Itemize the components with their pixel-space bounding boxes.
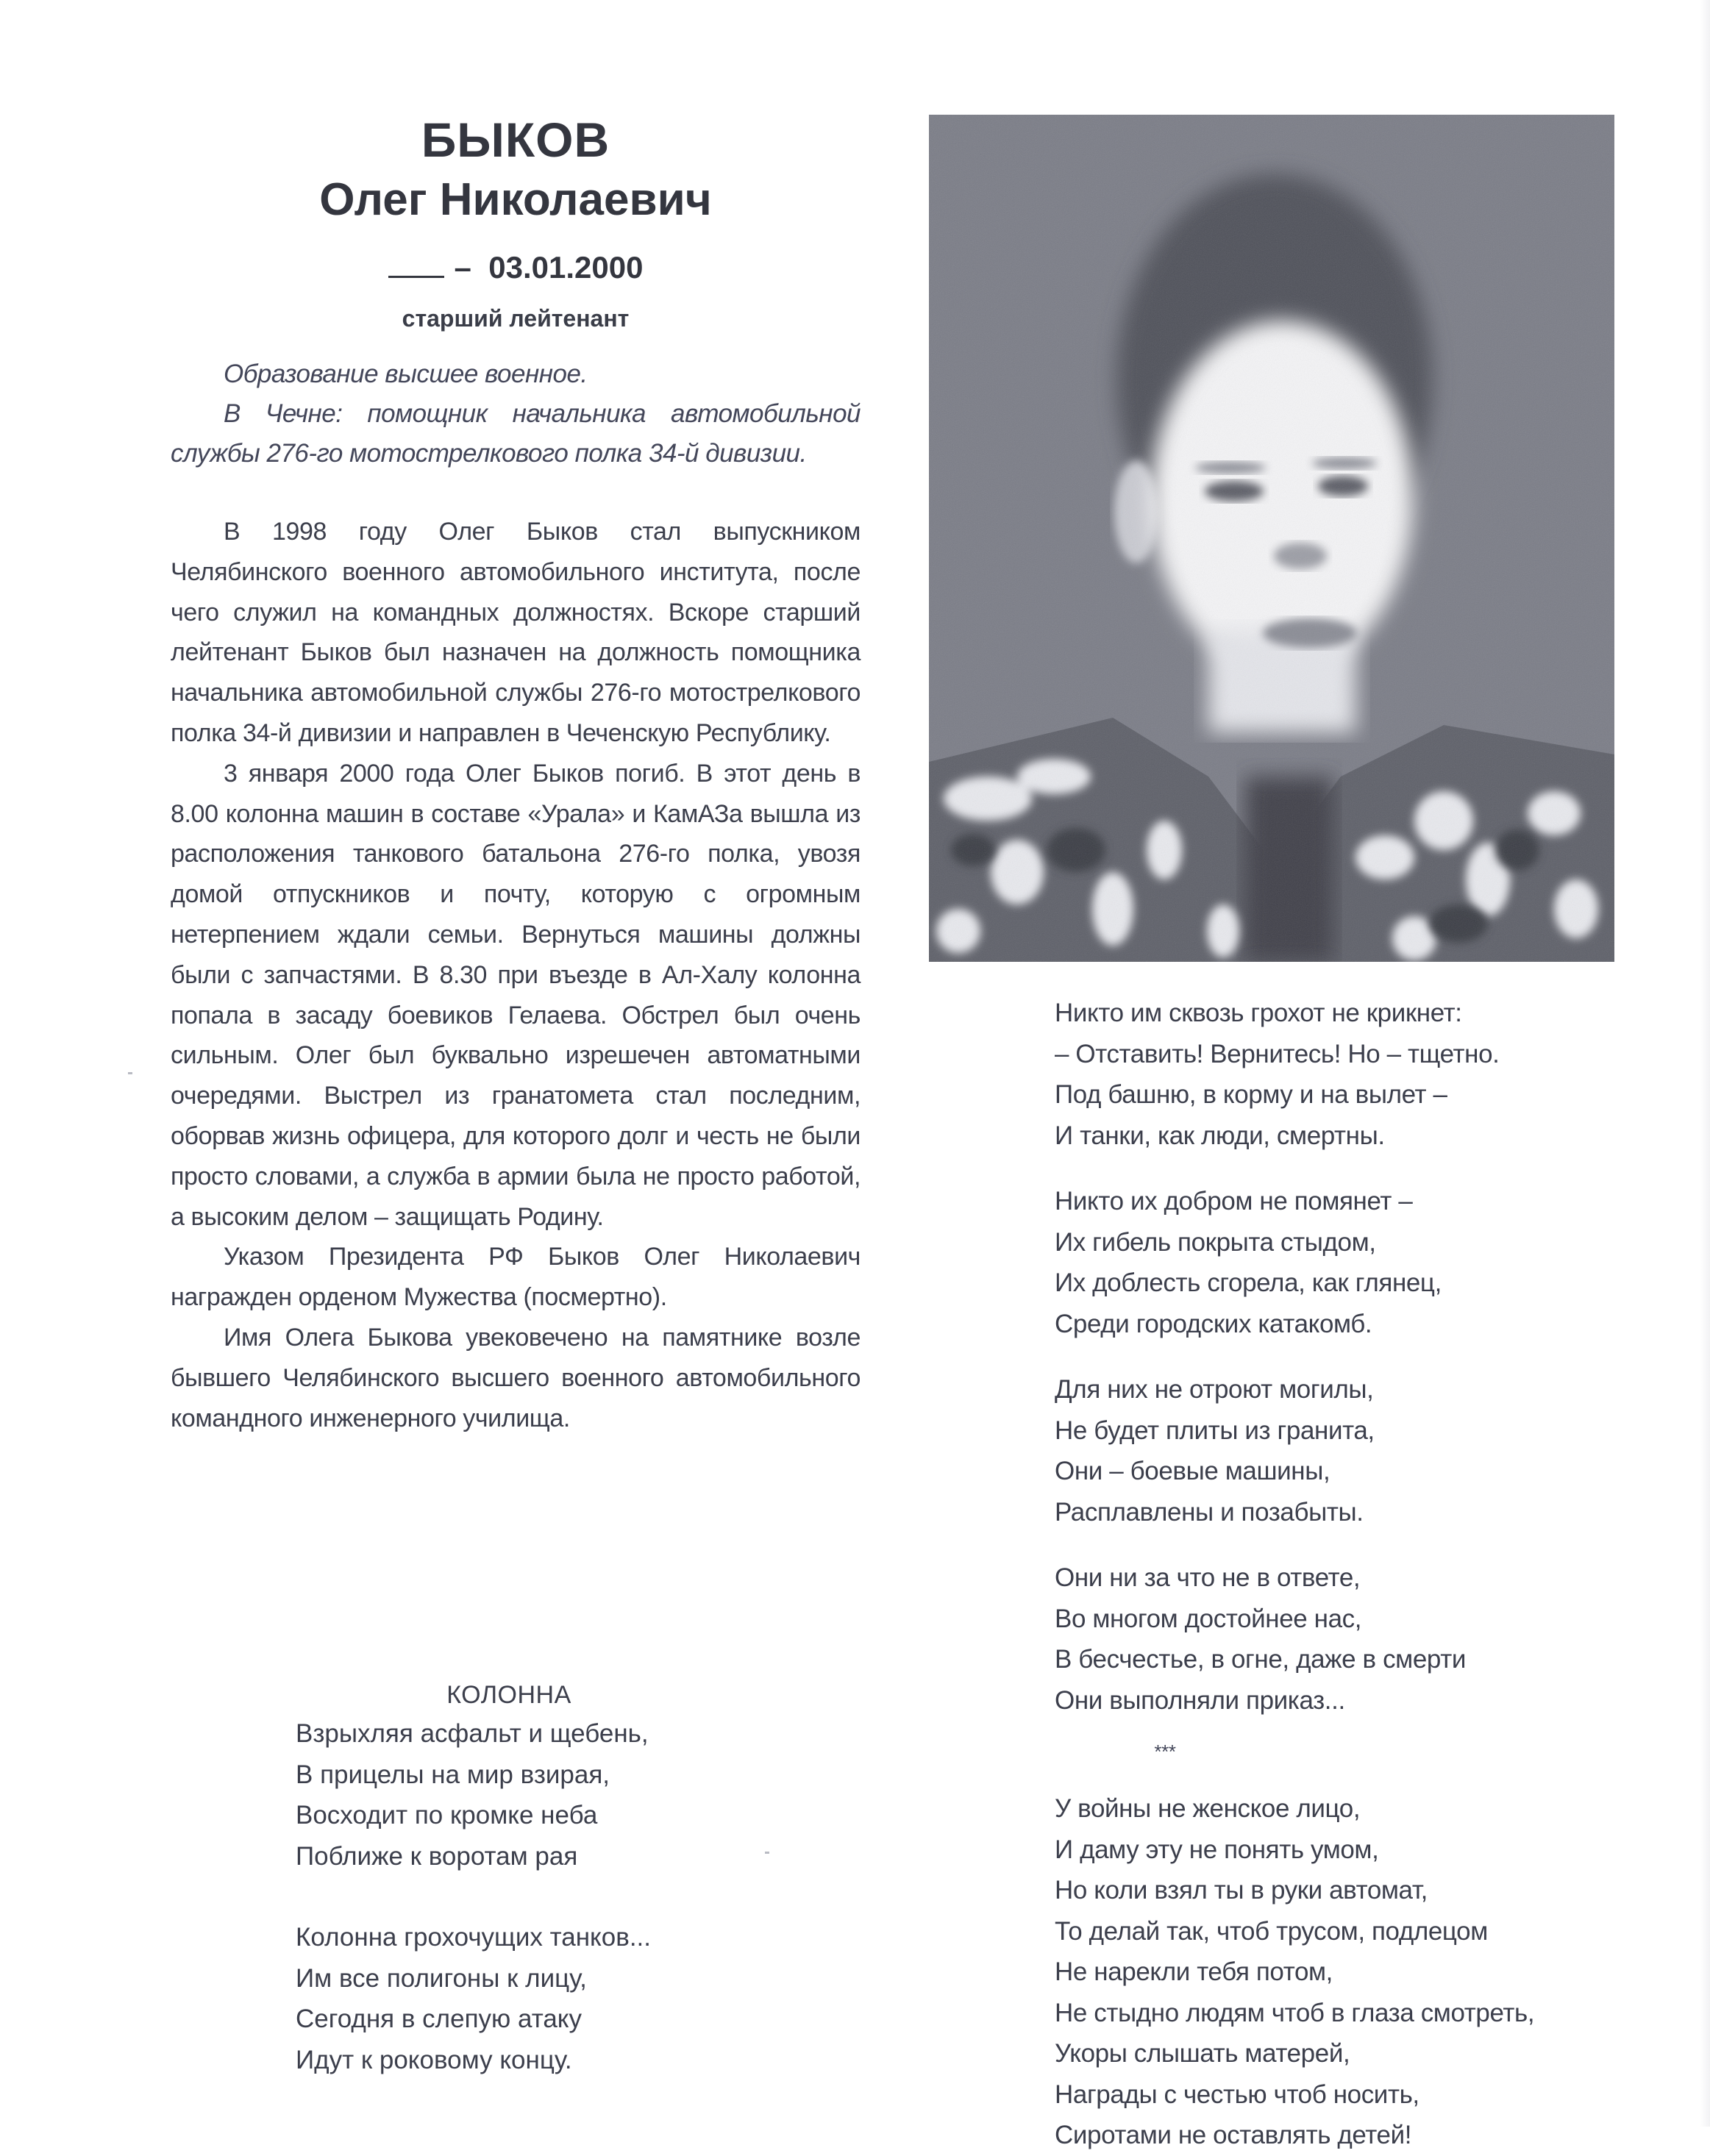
poem-line: Их гибель покрыта стыдом, [1055,1227,1376,1257]
life-dates [171,246,861,290]
bio-paragraph-award: Указом Президента РФ Быков Олег Николаевич награжден орденом Мужества (посмертно). [171,1243,861,1312]
poem-line: И даму эту не понять умом, [1055,1835,1379,1864]
poem-kolonna-part-1 [296,1677,811,2080]
poem-line: То делай так, чтоб трусом, подлецом [1055,1916,1488,1946]
scan-speck [128,1072,132,1074]
birth-date-blank [388,254,444,278]
poem-line: Во многом достойнее нас, [1055,1604,1362,1633]
poem-stanza [1055,1557,1628,1721]
date-separator: – [454,250,471,285]
poem-line: Расплавлены и позабыты. [1055,1497,1364,1527]
poem-line: – Отставить! Вернитесь! Но – тщетно. [1055,1039,1500,1068]
poem-line: У войны не женское лицо, [1055,1794,1361,1823]
portrait-photo [929,115,1614,962]
poem-line: В прицелы на мир взирая, [296,1760,610,1789]
poem-line: Не будет плиты из гранита, [1055,1416,1375,1445]
poem-line: Сегодня в слепую атаку [296,2005,582,2033]
poem-line: Укоры слышать матерей, [1055,2039,1350,2068]
poem-line: Но коли взял ты в руки автомат, [1055,1876,1428,1905]
poem-line: Поближе к воротам рая [296,1841,578,1871]
bio-paragraph-education: В 1998 году Олег Быков стал выпускником Челябинского военного автомобильного института, после чего служил на командных должностях. Вскоре старший лейтенант Быков был назначен на должность помощника начальника автомобильной службы 276-го мотострелкового полка 34-й дивизии и направлен в Чеченскую Республику. [171,518,861,747]
poem-stanza [1055,1181,1628,1344]
poem-kolonna-part-2 [1055,993,1628,2156]
full-name-heading: Олег Николаевич [319,174,712,225]
bio-paragraph-death: 3 января 2000 года Олег Быков погиб. В этот день в 8.00 колонна машин в составе «Урала» и КамАЗа вышла из расположения танкового батальона 276-го полка, увозя домой отпускников и почту, которую с огромным нетерпением ждали семьи. Вернуться машины должны были с запчастями. В 8.30 при въезде в Ал-Халу колонна попала в засаду боевиков Гелаева. Обстрел был очень сильным. Олег был буквально изрешечен автоматными очередями. Выстрел из гранатомета стал последним, оборвав жизнь офицера, для которого долг и честь не были просто словами, а служба в армии была не просто работой, а высоким делом – защищать Родину. [171,759,861,1231]
poem-line: Не стыдно людям чтоб в глаза смотреть, [1055,1998,1535,2027]
poem-stanza [1055,1369,1628,1532]
poem-stanza [296,1713,811,1877]
poem-line: Они ни за что не в ответе, [1055,1563,1361,1592]
page-edge-shadow [1700,0,1710,2127]
poem-line: Они – боевые машины, [1055,1457,1330,1485]
poem-line: Они выполняли приказ... [1055,1685,1345,1715]
poem-line: Под башню, в корму и на вылет – [1055,1080,1447,1109]
poem-line: Для них не отроют могилы, [1055,1375,1374,1404]
poem-line: Никто им сквозь грохот не крикнет: [1055,999,1462,1027]
scan-speck [765,1852,769,1854]
poem-line: Их доблесть сгорела, как глянец, [1055,1268,1442,1297]
poem-line: Взрыхляя асфальт и щебень, [296,1719,649,1748]
poem-line: И танки, как люди, смертны. [1055,1121,1385,1150]
service-info [171,354,861,474]
poem-line: Не нарекли тебя потом, [1055,1957,1333,1986]
education-line: Образование высшее военное. [224,360,588,388]
poem-separator: *** [1154,1741,1176,1763]
poem-line: Среди городских катакомб. [1055,1309,1372,1338]
poem-line: Им все полигоны к лицу, [296,1963,587,1993]
chechnya-position-line: В Чечне: помощник начальника автомобильной службы 276-го мотострелкового полка 34-й дивизии. [171,399,861,468]
bio-paragraph-memorial: Имя Олега Быкова увековечено на памятнике возле бывшего Челябинского высшего военного автомобильного командного инженерного училища. [171,1323,861,1432]
portrait-image [929,115,1614,962]
poem-line: Никто их добром не помянет – [1055,1187,1413,1216]
poem-line: В бесчестье, в огне, даже в смерти [1055,1645,1466,1674]
military-rank: старший лейтенант [402,305,630,332]
surname-heading: БЫКОВ [421,113,610,167]
death-date: 03.01.2000 [488,250,644,285]
poem-stanza [1055,993,1628,1156]
poem-line: Сиротами не оставлять детей! [1055,2121,1412,2149]
poem-title: КОЛОННА [446,1681,571,1709]
poem-line: Награды с честью чтоб носить, [1055,2080,1419,2109]
poem-stanza [296,1917,811,2080]
biography-text [171,512,861,1438]
poem-line: Восходит по кромке неба [296,1801,598,1830]
poem-line: Колонна грохочущих танков... [296,1923,651,1952]
poem-line: Идут к роковому концу. [296,2045,572,2074]
poem-war-stanza [1055,1788,1628,2156]
biography-column [171,96,861,1438]
